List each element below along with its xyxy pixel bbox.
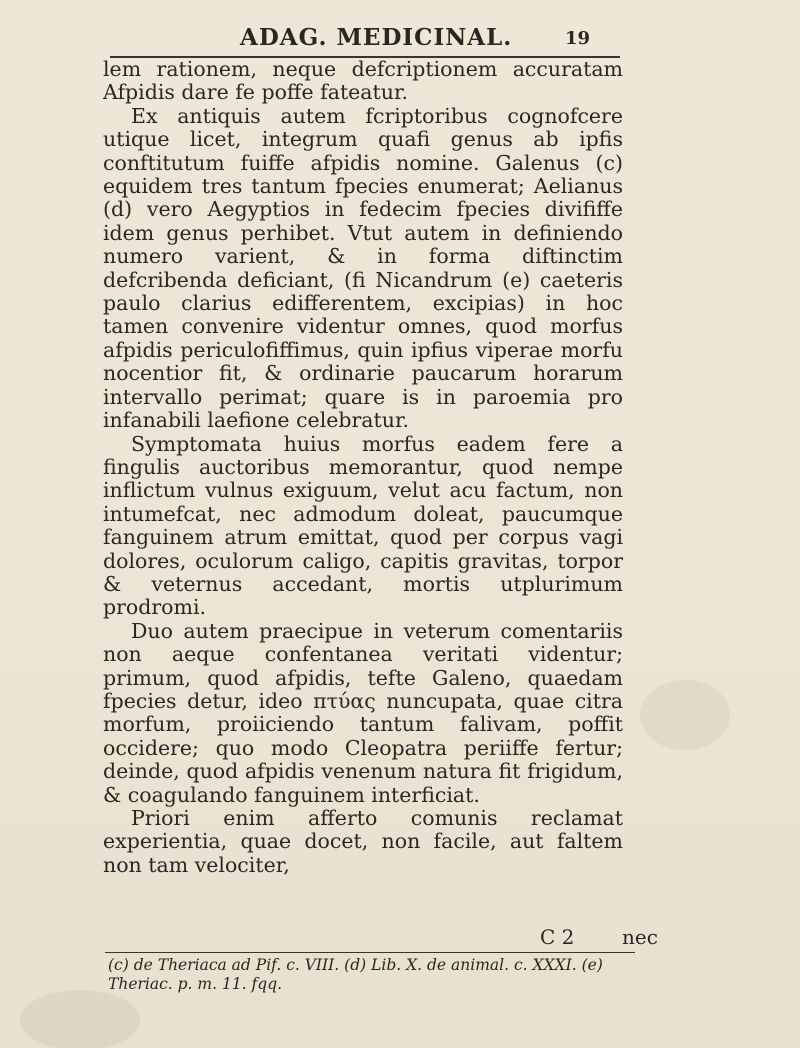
- body-text: [103, 58, 623, 877]
- catchline: [460, 925, 658, 949]
- paper-stain: [640, 680, 730, 750]
- paragraph: Priori enim afferto comunis reclamat experientia, quae docet, non facile, aut faltem non tam velociter,: [103, 806, 623, 877]
- catchword: nec: [622, 925, 658, 949]
- running-title: ADAG. MEDICINAL.: [240, 24, 513, 51]
- paragraph: Duo autem praecipue in veterum comentariis non aeque confentanea veritati videntur; primum, quod afpidis, tefte Galeno, quaedam fpecies detur, ideo πτύας nuncupata, quae citra morfum, proiiciendo tantum falivam, poffit occidere; quo modo Cleopatra periiffe fertur; deinde, quod afpidis venenum natura fit frigidum, & coagulando fanguinem interficiat.: [103, 618, 623, 807]
- page-number: 19: [565, 28, 591, 49]
- paragraph: Ex antiquis autem fcriptoribus cognofcere utique licet, integrum quafi genus ab ipfis conftitutum fuiffe afpidis nomine. Galenus (c) equidem tres tantum fpecies enumerat; Aelianus (d) vero Aegyptios in fedecim fpecies divififfe idem genus perhibet. Vtut autem in definiendo numero varient, & in forma diftinctim defcribenda deficiant, (fi Nicandrum (e) caeteris paulo clarius edifferentem, excipias) in hoc tamen convenire videntur omnes, quod morfus afpidis periculofiffimus, quin ipfius viperae morfu nocentior fit, & ordinarie paucarum horarum intervallo perimat; quare is in paroemia pro infanabili laefione celebratur.: [103, 103, 623, 433]
- paper-stain: [20, 990, 140, 1048]
- footnote-rule: [105, 952, 635, 953]
- paragraph: lem rationem, neque defcriptionem accuratam Afpidis dare fe poffe fateatur.: [103, 57, 623, 105]
- signature-mark: C 2: [540, 925, 575, 949]
- paragraph: Symptomata huius morfus eadem fere a fingulis auctoribus memorantur, quod nempe inflictum vulnus exiguum, velut acu factum, non intumefcat, nec admodum doleat, paucumque fanguinem atrum emittat, quod per corpus vagi dolores, oculorum caligo, capitis gravitas, torpor & veternus accedant, mortis utplurimum prodromi.: [103, 431, 623, 620]
- running-header: [110, 24, 610, 58]
- footnotes: (c) de Theriaca ad Pif. c. VIII. (d) Lib. X. de animal. c. XXXI. (e) Theriac. p. m. 11. fqq.: [108, 956, 603, 993]
